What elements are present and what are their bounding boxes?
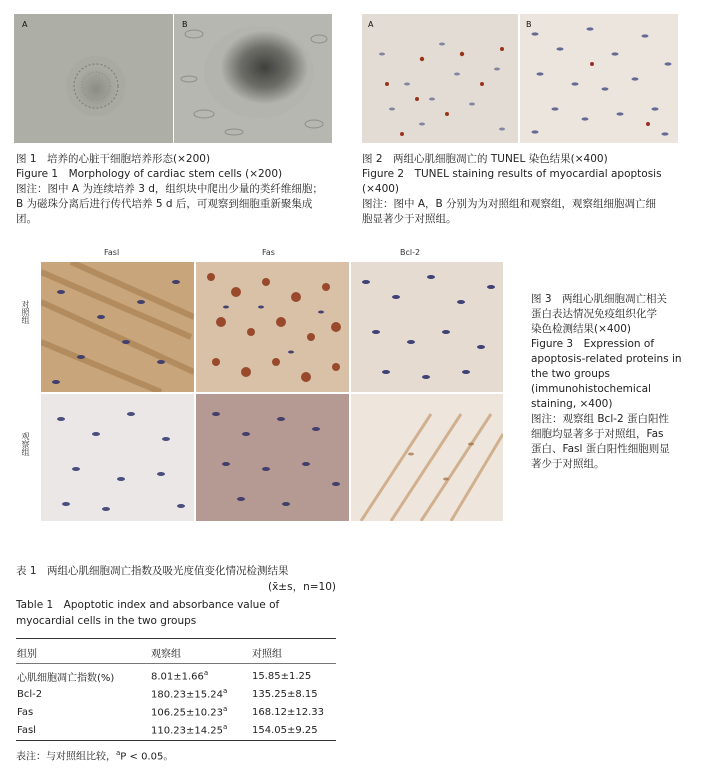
figure1-panel-a [14,14,173,143]
figure3-title-en-4: (immunohistochemical [531,383,651,395]
table1-cell: 心肌细胞凋亡指数(%) [17,672,115,684]
table1-footnote: 表注：与对照组比较，$^a$P < 0.05。 [16,749,174,763]
figure1-panel-b [174,14,332,143]
figure3-observation-fas-image [196,394,349,521]
table1-header-control: 对照组 [252,648,282,660]
table1-title-cn: 表 1 两组心肌细胞凋亡指数及吸光度值变化情况检测结果 [16,565,289,577]
figure3-title-cn-3: 染色检测结果(×400) [531,323,632,335]
figure1-panel-a-image [14,14,173,143]
table-row [17,721,335,739]
figure2-panel-a [362,14,518,143]
figure3-col-bcl2: Bcl-2 [400,248,421,257]
table1-cell: 154.05±9.25 [252,724,318,736]
figure3-row-observation: 观察组 [21,432,30,456]
figure3-control-fas [196,262,349,392]
figure3-title-en-1: Figure 3 Expression of [531,338,655,350]
figure3-note-3: 蛋白、Fasl 蛋白阳性细胞则显 [531,443,670,455]
figure2-panel-a-label: A [368,20,374,29]
figure3-title-en-5: staining, ×400) [531,398,613,410]
table1-cell: Fasl [17,724,36,736]
figure2-title-cn: 图 2 两组心肌细胞凋亡的 TUNEL 染色结果(×400) [362,153,608,165]
table1-header-group: 组别 [17,648,37,660]
table1-cell: 8.01±1.66$^a$ [151,669,209,683]
figure1-panel-b-image [174,14,332,143]
table1-cell: 15.85±1.25 [252,670,312,682]
figure3-title-en-2: apoptosis-related proteins in [531,353,682,365]
figure3-control-bcl2-image [351,262,503,392]
figure3-note-1: 图注：观察组 Bcl-2 蛋白阳性 [531,413,670,425]
table1-cell: 135.25±8.15 [252,688,318,700]
figure1-title-cn: 图 1 培养的心脏干细胞培养形态(×200) [16,153,211,165]
table1-bottom-rule [16,740,336,741]
figure3-title-en-3: the two groups [531,368,611,380]
figure3-col-fas: Fas [262,248,275,257]
figure1-caption [16,152,346,227]
table1-cell: 168.12±12.33 [252,706,324,718]
table1-cell: 110.23±14.25$^a$ [151,723,228,737]
figure3-title-cn-1: 图 3 两组心肌细胞凋亡相关 [531,293,668,305]
table1-stat-note: (x̄±s，n=10) [268,581,336,593]
table1-header-row [17,643,335,661]
figure3-control-fasl-image [41,262,194,392]
figure1-panel-b-label: B [182,20,188,29]
table1-cell: 106.25±10.23$^a$ [151,705,228,719]
table1-header-observation: 观察组 [151,648,181,660]
table1 [17,643,335,739]
table1-cell: 180.23±15.24$^a$ [151,687,228,701]
figure1-panel-a-label: A [22,20,28,29]
figure3-col-fasl: Fasl [104,248,120,257]
figure1-title-en: Figure 1 Morphology of cardiac stem cells (×200) [16,168,283,180]
figure1-note-line3: 团。 [16,213,37,225]
table1-cell: Bcl-2 [17,688,43,700]
table-row [17,703,335,721]
figure3-row-control: 对照组 [21,300,30,324]
figure1-note-line2: B 为磁珠分离后进行传代培养 5 d 后，可观察到细胞重新聚集成 [16,198,313,210]
table-row [17,685,335,703]
figure1-note-line1: 图注：图中 A 为连续培养 3 d，组织块中爬出少量的类纤维细胞； [16,183,323,195]
figure3-control-bcl2 [351,262,503,392]
figure3-observation-fas [196,394,349,521]
figure3-observation-fasl [41,394,194,521]
figure3-note-2: 细胞均显著多于对照组，Fas [531,428,664,440]
figure2-note-line2: 胞显著少于对照组。 [362,213,457,225]
figure2-title-en: Figure 2 TUNEL staining results of myocardial apoptosis (×400) [362,168,662,195]
figure2-panel-b-label: B [526,20,532,29]
table1-cell: Fas [17,706,34,718]
table1-title-en-2: myocardial cells in the two groups [16,615,197,627]
table1-title-en-1: Table 1 Apoptotic index and absorbance value of [16,599,280,611]
figure2-panel-b-image [520,14,678,143]
table-row [17,667,335,685]
figure2-note-line1: 图注：图中 A，B 分别为为对照组和观察组，观察组细胞凋亡细 [362,198,657,210]
figure3-control-fas-image [196,262,349,392]
figure2-panel-a-image [362,14,518,143]
figure3-caption [531,292,701,472]
figure3-observation-fasl-image [41,394,194,521]
table1-top-rule [16,638,336,639]
figure3-title-cn-2: 蛋白表达情况免疫组织化学 [531,308,657,320]
figure3-observation-bcl2 [351,394,503,521]
figure2-caption [362,152,692,227]
figure3-note-4: 著少于对照组。 [531,458,605,470]
figure3-control-fasl [41,262,194,392]
figure2-panel-b [520,14,678,143]
figure3-observation-bcl2-image [351,394,503,521]
